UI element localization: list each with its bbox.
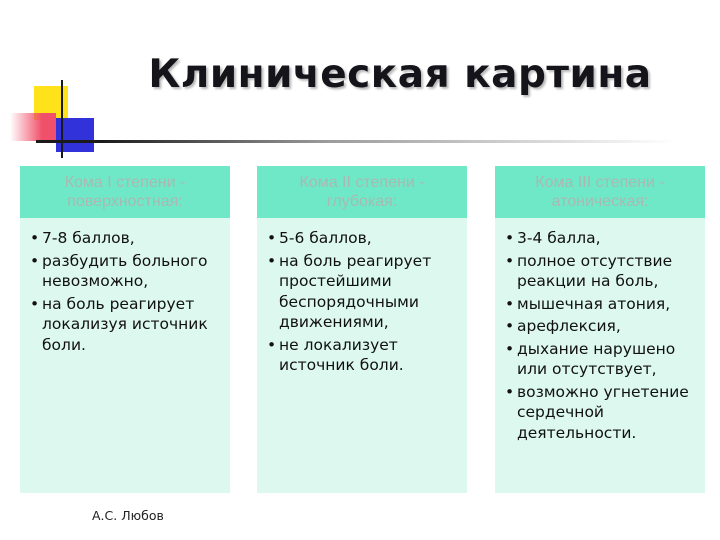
column-header-text: Кома II степени - глубокая: — [299, 174, 425, 210]
list-item: • не локализует источник боли. — [267, 335, 461, 376]
decor-red-bar — [10, 113, 56, 141]
list-item: • арефлексия, — [505, 316, 699, 337]
list-item: • 5-6 баллов, — [267, 228, 461, 249]
decor-horizontal-line — [36, 140, 676, 143]
list-item: • на боль реагирует простейшими беспорядочными движениями, — [267, 251, 461, 333]
decor-vertical-line — [61, 80, 63, 158]
bullet-list — [30, 228, 224, 355]
bullet-list — [267, 228, 461, 376]
bullet-list — [505, 228, 699, 443]
list-item: • 7-8 баллов, — [30, 228, 224, 249]
column-header-text: Кома I степени - поверхностная: — [64, 174, 186, 210]
column-header — [20, 166, 230, 218]
list-item: • возможно угнетение сердечной деятельности. — [505, 382, 699, 444]
column-body — [495, 218, 705, 493]
column-header — [495, 166, 705, 218]
author-footer: А.С. Любов — [92, 508, 164, 523]
list-item: • полное отсутствие реакции на боль, — [505, 251, 699, 292]
column-header-text: Кома III степени - атоническая: — [535, 174, 665, 210]
column-body — [20, 218, 230, 493]
list-item: • разбудить больного невозможно, — [30, 251, 224, 292]
list-item: • на боль реагирует локализуя источник боли. — [30, 294, 224, 356]
column-body — [257, 218, 467, 493]
column-header — [257, 166, 467, 218]
list-item: • мышечная атония, — [505, 294, 699, 315]
list-item: • 3-4 балла, — [505, 228, 699, 249]
slide-title: Клиническая картина — [148, 52, 652, 97]
list-item: • дыхание нарушено или отсутствует, — [505, 339, 699, 380]
